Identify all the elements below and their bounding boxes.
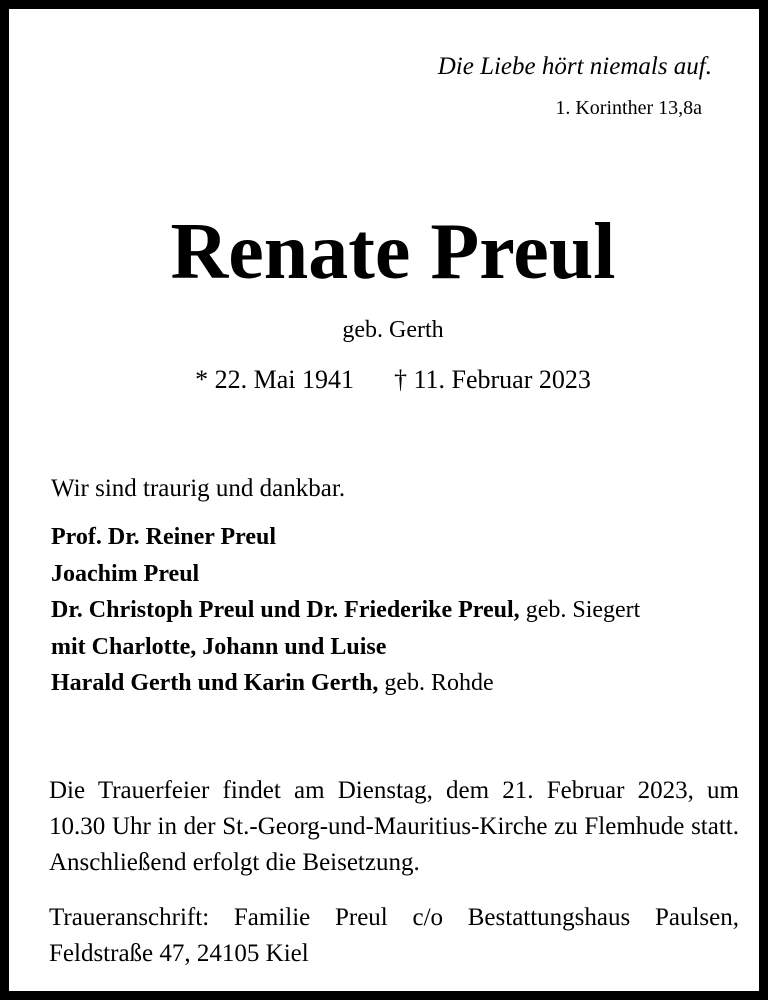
maiden-name: geb. Gerth	[342, 317, 444, 343]
mourner-entry	[51, 629, 640, 666]
deceased-name: Renate Preul	[170, 208, 616, 296]
death-date: † 11. Februar 2023	[393, 365, 591, 394]
mourners-list	[51, 519, 640, 702]
mourner-name: mit Charlotte, Johann und Luise	[51, 633, 387, 660]
mourner-name: Dr. Christoph Preul und Dr. Friederike Preul,	[51, 597, 520, 623]
mourner-name: Joachim Preul	[51, 560, 200, 587]
mourner-entry	[51, 665, 640, 702]
mourner-suffix: geb. Rohde	[378, 670, 494, 696]
mourner-name: Prof. Dr. Reiner Preul	[51, 524, 277, 550]
birth-date: * 22. Mai 1941	[195, 365, 354, 394]
bible-quote: Die Liebe hört niemals auf.	[437, 53, 712, 80]
mourner-entry	[51, 592, 640, 629]
mourner-entry	[51, 519, 640, 556]
condolence-address: Traueranschrift: Familie Preul c/o Bestattungshaus Paulsen, Feldstraße 47, 24105 Kiel	[49, 904, 739, 967]
sorrow-statement: Wir sind traurig und dankbar.	[51, 475, 346, 502]
bible-reference: 1. Korinther 13,8a	[555, 97, 702, 119]
mourner-name: Harald Gerth und Karin Gerth,	[51, 670, 379, 696]
life-dates	[9, 365, 768, 395]
funeral-ceremony-info: Die Trauerfeier findet am Dienstag, dem 21. Februar 2023, um 10.30 Uhr in der St.-Georg-und-Mauritius-Kirche zu Flemhude statt. Anschließend erfolgt die Beisetzung.	[49, 777, 739, 876]
mourner-suffix: geb. Siegert	[519, 597, 641, 623]
mourner-entry	[51, 556, 640, 593]
